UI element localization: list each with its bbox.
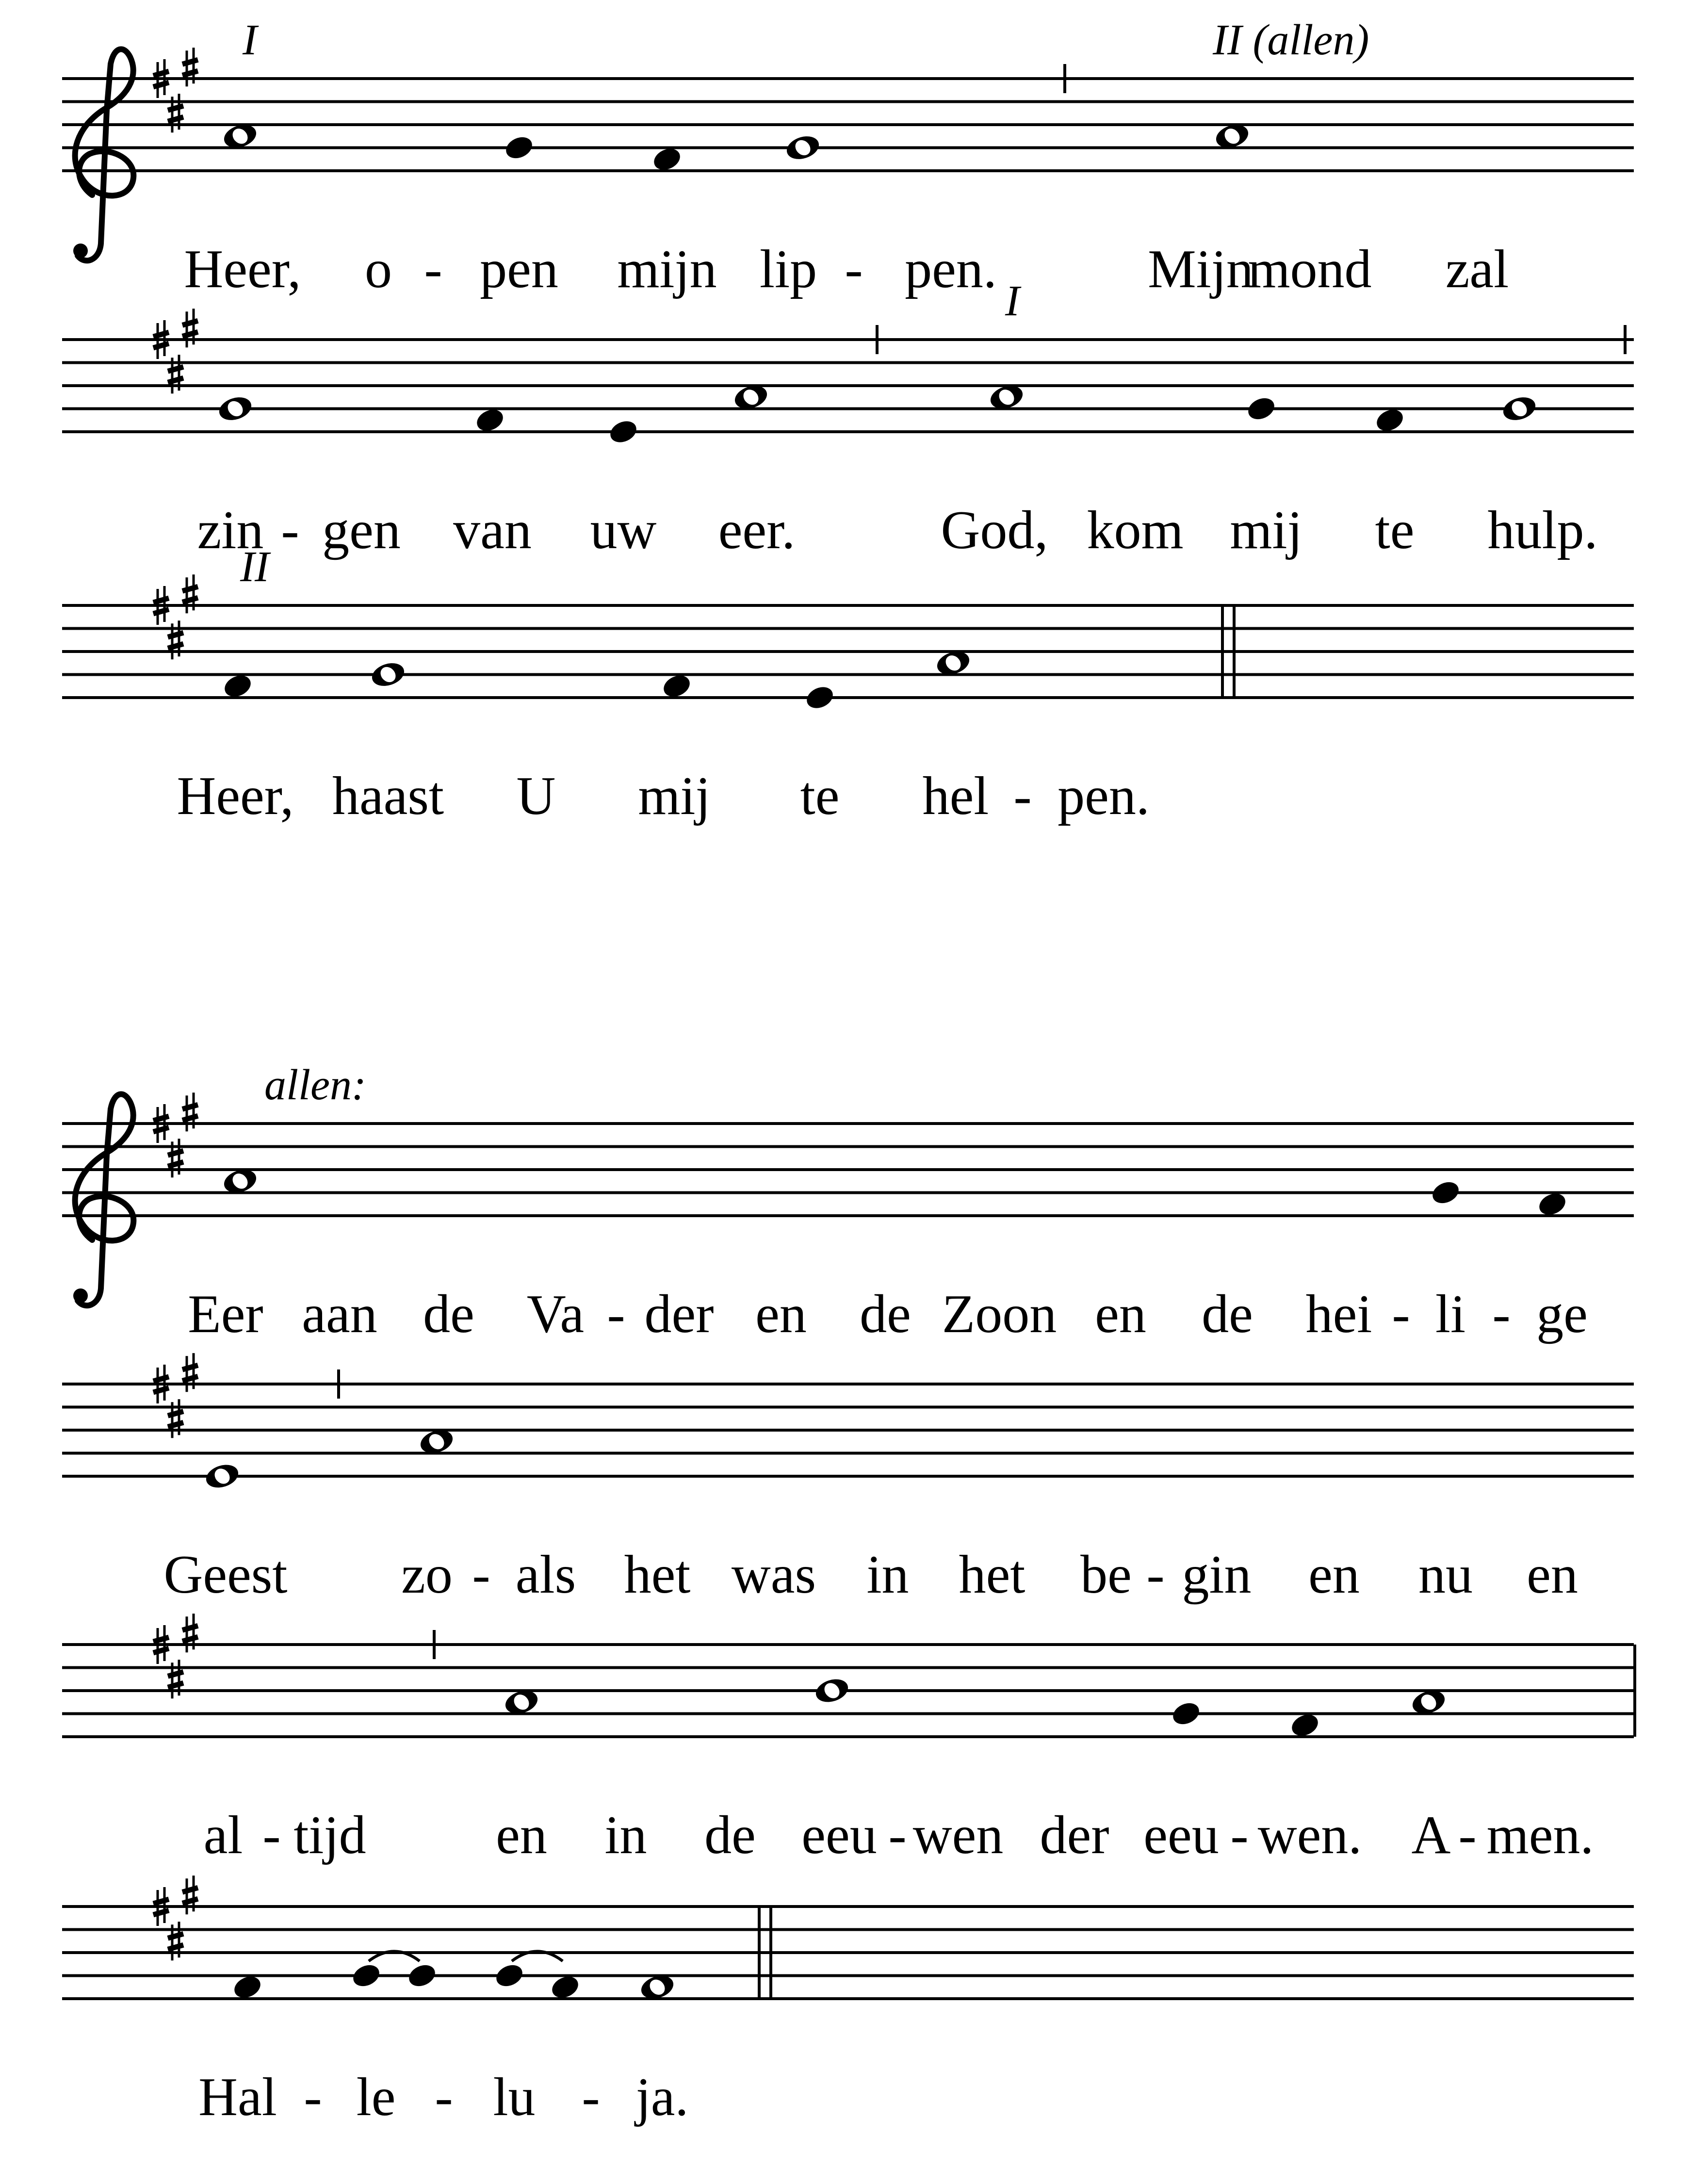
lyric-syllable: pen. [1058, 766, 1150, 826]
lyric-syllable: het [624, 1545, 691, 1605]
sharp-icon [182, 309, 198, 347]
staff-system [62, 277, 1634, 560]
staff-system [62, 1061, 1634, 1344]
syllable-hyphen: - [607, 1284, 625, 1344]
lyric-syllable: te [1375, 500, 1415, 560]
lyric-syllable: eeu [1143, 1805, 1219, 1865]
lyric-syllable: God, [941, 500, 1048, 560]
syllable-hyphen: - [435, 2067, 453, 2127]
whole-note [369, 659, 407, 690]
sharp-icon [182, 1875, 198, 1914]
lyric-syllable: in [866, 1545, 909, 1605]
lyric-syllable: lip [759, 239, 817, 299]
staff-system [62, 16, 1634, 299]
staff-system [62, 1353, 1634, 1605]
sharp-icon [168, 94, 183, 132]
lyric-syllable: en [1095, 1284, 1146, 1344]
lyric-syllable: Mijn [1148, 239, 1253, 299]
lyric-syllable: de [860, 1284, 911, 1344]
lyric-syllable: en [1527, 1545, 1578, 1605]
treble-clef-icon [73, 49, 133, 261]
sharp-icon [182, 1353, 198, 1392]
lyric-syllable: der [1040, 1805, 1109, 1865]
lyric-syllable: uw [590, 500, 657, 560]
lyric-syllable: en [1308, 1545, 1360, 1605]
part-marking: I [243, 16, 257, 64]
treble-clef-icon [73, 1094, 133, 1305]
lyric-syllable: ge [1536, 1284, 1588, 1344]
lyric-syllable: was [731, 1545, 816, 1605]
whole-note [1500, 393, 1538, 424]
note-head [1170, 1699, 1203, 1728]
sharp-icon [182, 1092, 198, 1131]
lyric-syllable: ja. [635, 2067, 689, 2127]
lyric-syllable: Zoon [942, 1284, 1057, 1344]
lyric-syllable: de [423, 1284, 474, 1344]
note-head [350, 1961, 383, 1990]
lyric-syllable: gen [322, 500, 401, 560]
part-marking: allen: [264, 1061, 366, 1109]
lyric-syllable: li [1435, 1284, 1466, 1344]
syllable-hyphen: - [1458, 1805, 1477, 1865]
lyric-syllable: men. [1486, 1805, 1594, 1865]
lyric-syllable: hei [1305, 1284, 1372, 1344]
lyric-syllable: hulp. [1487, 500, 1598, 560]
sharp-icon [168, 355, 183, 393]
lyric-syllable: U [516, 766, 556, 826]
lyric-syllable: zo [401, 1545, 453, 1605]
sharp-icon [182, 1614, 198, 1652]
lyric-syllable: en [755, 1284, 807, 1344]
lyric-syllable: wen. [1257, 1805, 1362, 1865]
staff-system [62, 543, 1634, 826]
sharp-icon [182, 574, 198, 613]
lyric-syllable: zal [1445, 239, 1509, 299]
syllable-hyphen: - [1492, 1284, 1511, 1344]
lyric-syllable: mij [638, 766, 711, 826]
lyric-syllable: eer. [718, 500, 796, 560]
syllable-hyphen: - [424, 239, 442, 299]
lyric-syllable: als [515, 1545, 576, 1605]
lyric-syllable: mij [1230, 500, 1302, 560]
lyric-syllable: Heer, [184, 239, 301, 299]
lyric-syllable: mond [1248, 239, 1372, 299]
lyric-syllable: Heer, [177, 766, 294, 826]
sharp-icon [168, 1922, 183, 1960]
lyric-syllable: de [1202, 1284, 1253, 1344]
note-head [1429, 1178, 1462, 1207]
lyric-syllable: Va [526, 1284, 585, 1344]
syllable-hyphen: - [304, 2067, 322, 2127]
sharp-icon [182, 48, 198, 86]
lyric-syllable: Eer [188, 1284, 263, 1344]
syllable-hyphen: - [888, 1805, 907, 1865]
lyric-syllable: haast [332, 766, 444, 826]
lyric-syllable: al [203, 1805, 243, 1865]
syllable-hyphen: - [845, 239, 863, 299]
lyric-syllable: nu [1418, 1545, 1473, 1605]
lyric-syllable: in [604, 1805, 647, 1865]
lyric-syllable: kom [1087, 500, 1184, 560]
lyric-syllable: hel [922, 766, 989, 826]
sharp-icon [168, 1399, 183, 1438]
part-marking: I [1005, 277, 1020, 325]
lyric-syllable: van [453, 500, 532, 560]
lyric-syllable: tijd [293, 1805, 366, 1865]
lyric-syllable: le [356, 2067, 396, 2127]
syllable-hyphen: - [582, 2067, 600, 2127]
sharp-icon [168, 620, 183, 659]
whole-note [203, 1461, 241, 1492]
syllable-hyphen: - [472, 1545, 490, 1605]
part-marking: II [240, 543, 269, 591]
syllable-hyphen: - [1230, 1805, 1249, 1865]
note-head [493, 1961, 526, 1990]
note-head [1245, 394, 1278, 424]
lyric-syllable: be [1080, 1545, 1132, 1605]
lyric-syllable: eeu [801, 1805, 877, 1865]
note-head [503, 133, 536, 163]
sharp-icon [168, 1660, 183, 1698]
part-marking: II (allen) [1213, 16, 1369, 64]
lyric-syllable: A [1411, 1805, 1451, 1865]
note-head [406, 1961, 439, 1990]
staff-system [62, 1614, 1635, 1865]
whole-note [216, 393, 254, 424]
lyric-syllable: aan [302, 1284, 377, 1344]
syllable-hyphen: - [281, 500, 299, 560]
lyric-syllable: de [704, 1805, 756, 1865]
lyric-syllable: Hal [198, 2067, 277, 2127]
syllable-hyphen: - [1392, 1284, 1410, 1344]
lyric-syllable: mijn [617, 239, 717, 299]
lyric-syllable: zin [197, 500, 264, 560]
lyric-syllable: te [800, 766, 840, 826]
syllable-hyphen: - [262, 1805, 281, 1865]
lyric-syllable: en [496, 1805, 547, 1865]
lyric-syllable: lu [493, 2067, 536, 2127]
whole-note [784, 132, 822, 163]
note-head [803, 683, 836, 712]
lyric-syllable: der [644, 1284, 714, 1344]
lyric-syllable: pen. [905, 239, 997, 299]
whole-note [813, 1676, 851, 1706]
staff-system [62, 1875, 1634, 2127]
syllable-hyphen: - [1013, 766, 1032, 826]
lyric-syllable: o [365, 239, 392, 299]
lyric-syllable: wen [912, 1805, 1004, 1865]
note-head [607, 417, 640, 446]
lyric-syllable: Geest [163, 1545, 288, 1605]
sharp-icon [168, 1139, 183, 1177]
syllable-hyphen: - [1146, 1545, 1165, 1605]
lyric-syllable: gin [1182, 1545, 1252, 1605]
lyric-syllable: het [959, 1545, 1026, 1605]
lyric-syllable: pen [480, 239, 558, 299]
